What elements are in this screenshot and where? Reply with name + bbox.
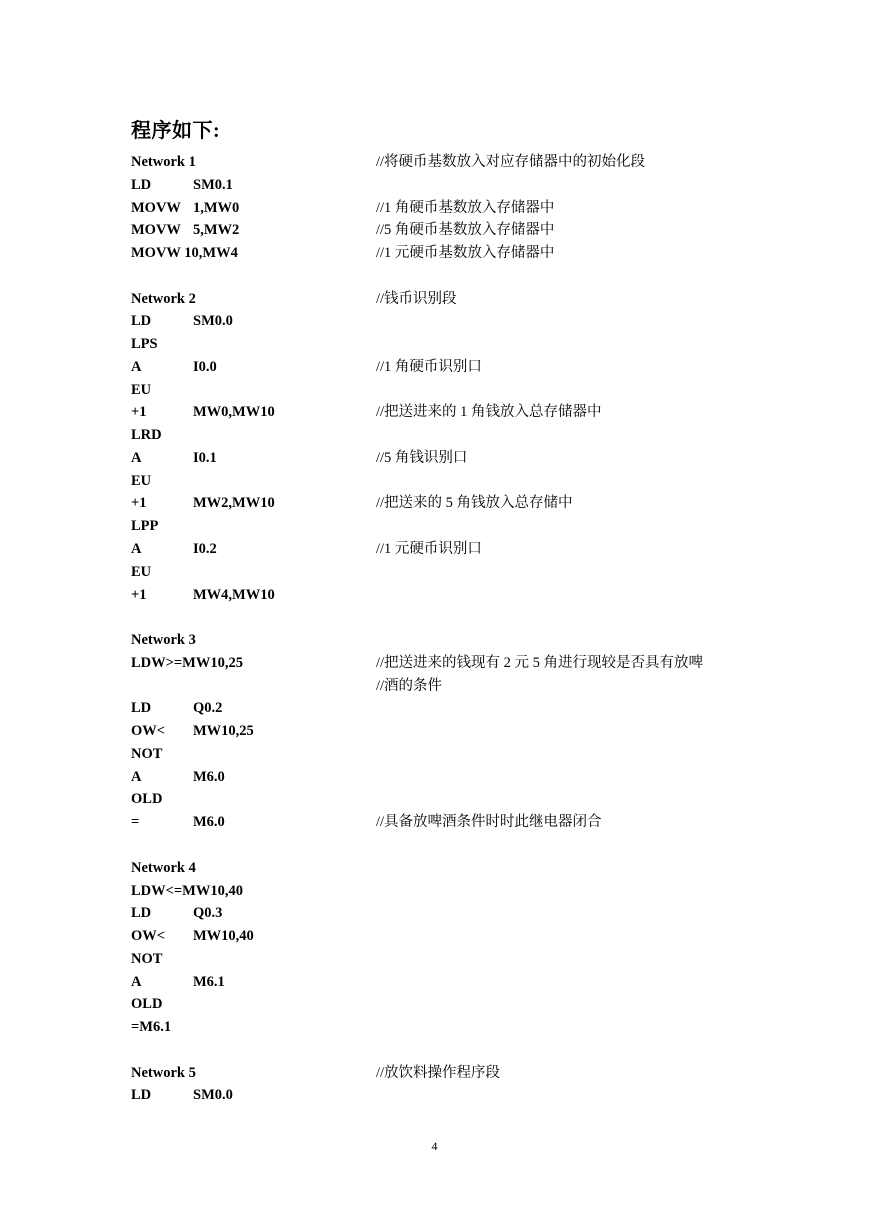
code-line-operand: M6.1 — [193, 973, 225, 990]
code-line-instruction: LRD — [131, 427, 162, 444]
code-line-instruction: =M6.1 — [131, 1019, 172, 1036]
code-line-comment: //1 元硬币识别口 — [376, 541, 482, 558]
code-line-comment: //5 角硬币基数放入存储器中 — [376, 222, 555, 239]
code-line-comment: //把送进来的钱现有 2 元 5 角进行现较是否具有放啤 — [376, 654, 704, 671]
code-line-operand: SM0.0 — [193, 313, 233, 330]
code-line-comment: //1 角硬币基数放入存储器中 — [376, 199, 555, 216]
code-line — [131, 448, 751, 471]
code-line-operand: Q0.3 — [193, 905, 223, 922]
code-line-operand: SM0.1 — [193, 176, 233, 193]
code-line-instruction: +1 — [131, 404, 147, 421]
code-line-instruction: OW< — [131, 723, 166, 740]
code-line-operand: M6.0 — [193, 814, 225, 831]
code-line — [131, 585, 751, 608]
code-line — [131, 539, 751, 562]
code-line-instruction: EU — [131, 563, 152, 580]
code-line — [131, 607, 751, 630]
code-line-comment: //钱币识别段 — [376, 290, 457, 307]
code-line — [131, 266, 751, 289]
code-line-comment: //5 角钱识别口 — [376, 449, 468, 466]
code-line-instruction: LPP — [131, 518, 159, 535]
code-line — [131, 949, 751, 972]
page-number: 4 — [431, 1139, 438, 1153]
code-line — [131, 152, 751, 175]
code-listing — [131, 152, 751, 1108]
code-line — [131, 721, 751, 744]
code-line — [131, 630, 751, 653]
code-line — [131, 903, 751, 926]
code-line — [131, 858, 751, 881]
code-line-operand: MW10,25 — [193, 723, 254, 740]
code-line-comment: //1 元硬币基数放入存储器中 — [376, 245, 555, 262]
code-line-instruction: Network 4 — [131, 859, 196, 876]
code-line — [131, 311, 751, 334]
code-line-operand: MW10,40 — [193, 928, 254, 945]
code-line-operand: Q0.2 — [193, 700, 223, 717]
code-line-instruction: LPS — [131, 336, 158, 353]
code-line — [131, 744, 751, 767]
code-line-operand: I0.1 — [193, 449, 217, 466]
code-line-instruction: LD — [131, 313, 152, 330]
code-line-instruction: A — [131, 768, 142, 785]
code-line-instruction: LDW>=MW10,25 — [131, 654, 243, 671]
code-line-operand: I0.2 — [193, 541, 217, 558]
code-line-instruction: A — [131, 358, 142, 375]
code-line-instruction: A — [131, 973, 142, 990]
code-line-comment: //把送进来的 1 角钱放入总存储器中 — [376, 404, 602, 421]
code-line-comment: //放饮料操作程序段 — [376, 1064, 501, 1081]
code-line-comment: //1 角硬币识别口 — [376, 358, 482, 375]
code-line-instruction: MOVW 10,MW4 — [131, 245, 238, 262]
code-line-instruction: Network 2 — [131, 290, 196, 307]
code-line — [131, 1017, 751, 1040]
code-line-operand: M6.0 — [193, 768, 225, 785]
code-line-operand: MW4,MW10 — [193, 586, 275, 603]
code-line-instruction: EU — [131, 381, 152, 398]
code-line-instruction: Network 3 — [131, 632, 196, 649]
code-line-operand: 1,MW0 — [193, 199, 240, 216]
code-line-instruction: A — [131, 541, 142, 558]
code-line-operand: I0.0 — [193, 358, 217, 375]
code-line — [131, 562, 751, 585]
code-line — [131, 1040, 751, 1063]
code-line-instruction: Network 1 — [131, 154, 196, 170]
code-line-instruction: = — [131, 814, 140, 831]
code-line — [131, 1085, 751, 1108]
code-line — [131, 175, 751, 198]
code-line — [131, 994, 751, 1017]
code-line — [131, 402, 751, 425]
code-line-instruction: OW< — [131, 928, 166, 945]
code-line-operand: 5,MW2 — [193, 222, 240, 239]
code-line — [131, 812, 751, 835]
code-line-instruction: OLD — [131, 791, 163, 808]
code-line — [131, 243, 751, 266]
code-line-instruction: NOT — [131, 745, 163, 762]
code-line — [131, 357, 751, 380]
code-line — [131, 220, 751, 243]
code-line-comment: //将硬币基数放入对应存储器中的初始化段 — [376, 154, 646, 170]
code-line — [131, 493, 751, 516]
code-line — [131, 835, 751, 858]
code-line — [131, 289, 751, 312]
code-line-instruction: NOT — [131, 950, 163, 967]
code-line-instruction: MOVW — [131, 199, 181, 216]
code-line-instruction: LD — [131, 176, 152, 193]
code-line-instruction: +1 — [131, 495, 147, 512]
code-line-operand: MW0,MW10 — [193, 404, 275, 421]
code-line-operand: MW2,MW10 — [193, 495, 275, 512]
code-line-instruction: MOVW — [131, 222, 181, 239]
page-heading: 程序如下: — [131, 120, 221, 142]
code-line-instruction: Network 5 — [131, 1064, 196, 1081]
code-line-instruction: LD — [131, 700, 152, 717]
code-line — [131, 926, 751, 949]
code-line — [131, 1063, 751, 1086]
code-line-comment: //具备放啤酒条件时时此继电器闭合 — [376, 814, 602, 831]
code-line-instruction: +1 — [131, 586, 147, 603]
code-line — [131, 653, 751, 676]
code-line — [131, 881, 751, 904]
code-line — [131, 676, 751, 699]
code-line — [131, 516, 751, 539]
code-line-instruction: LD — [131, 905, 152, 922]
code-line-comment: //把送来的 5 角钱放入总存储中 — [376, 495, 573, 512]
code-line-instruction: LD — [131, 1087, 152, 1104]
code-line-operand: SM0.0 — [193, 1087, 233, 1104]
code-line — [131, 789, 751, 812]
code-line — [131, 198, 751, 221]
code-line-comment: //酒的条件 — [376, 677, 443, 694]
code-line — [131, 380, 751, 403]
code-line — [131, 767, 751, 790]
code-line — [131, 471, 751, 494]
code-line-instruction: EU — [131, 472, 152, 489]
code-line — [131, 334, 751, 357]
code-line — [131, 972, 751, 995]
code-line-instruction: A — [131, 449, 142, 466]
code-line — [131, 698, 751, 721]
code-line-instruction: OLD — [131, 996, 163, 1013]
code-line — [131, 425, 751, 448]
code-line-instruction: LDW<=MW10,40 — [131, 882, 243, 899]
